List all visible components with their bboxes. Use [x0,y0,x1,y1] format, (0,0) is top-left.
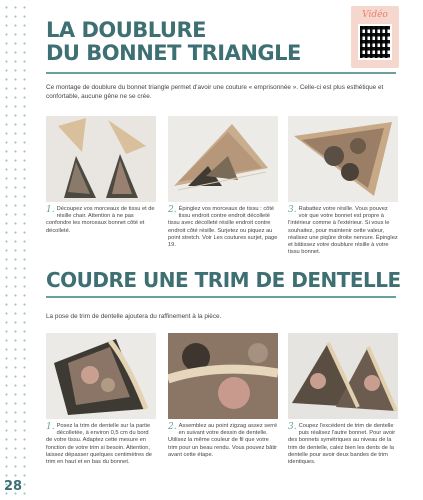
intro-text-lace-trim: La pose de trim de dentelle ajoutera du raffinement à la pièce. [46,313,222,320]
photo-step-1-cut-pieces [46,116,156,202]
photo-step-3-finished-cups [288,333,398,419]
photo-step-1-lace-placement [46,333,156,419]
step-1-lining: 1. Découpez vos morceaux de tissu et de résille chair. Attention à ne pas confondre les morceaux bonnet côté et décolleté. [46,205,155,234]
title-underline [46,296,396,298]
title-underline [46,72,396,74]
photo-step-2-pinning [168,116,278,202]
title-line-1: LA DOUBLURE [46,18,206,42]
page-number: 28 [4,479,23,494]
step-2-lining: 2. Épinglez vos morceaux de tissu : côté tissu endroit contre endroit décolleté tissu avec décolleté résille endroit contre endroit côté résille. Surjetez ou piquez au point stretch. Voir Les coutures surjet, page 19. [168,205,278,249]
decorative-margin-pattern [0,0,28,500]
section-title-lining [46,20,301,66]
video-qr-badge[interactable] [351,6,399,68]
title-line-2: DU BONNET TRIANGLE [46,41,301,65]
photo-step-2-zigzag-sewing [168,333,278,419]
step-2-lace: 2. Assemblez au point zigzag assez serré en suivant votre dessin de dentelle. Utilisez la même couleur de fil que votre trim pour un beau rendu. Vous pouvez bâtir avant cette étape. [168,422,278,458]
video-label: Vidéo [362,10,388,20]
step-3-lining: 3. Rabattez votre résille. Vous pouvez voir que votre bonnet est propre à l'intérieur comme à l'extérieur. Si vous le souhaitez, pour maintenir cette valeur, réalisez une piqûre droite nervure. Épinglez et bâtissez votre doublure résille à votre tissu bonnet. [288,205,398,256]
intro-text-lining: Ce montage de doublure du bonnet triangle permet d'avoir une couture « emprisonnée ». Celle-ci est plus esthétique et confortable, aucune gêne ne se crée. [46,84,384,100]
step-1-lace: 1. Posez la trim de dentelle sur la partie décolletée, à environ 0,5 cm du bord de votre tissu. Adaptez cette mesure en fonction de votre trim si besoin. Attention, laissez dépasser quelques centimètres de trim en haut et en bas du bonnet. [46,422,152,466]
step-3-lace: 3. Coupez l'excédent de trim de dentelle puis réalisez l'autre bonnet. Pour avoir des bonnets symétriques au niveau de la trim de dentelle, calez bien les dents de la dentelle pour avoir deux bandes de trim identiques. [288,422,396,466]
qr-code-icon[interactable] [358,24,392,60]
section-title-lace-trim: COUDRE UNE TRIM DE DENTELLE [46,268,401,292]
photo-step-3-folded-mesh [288,116,398,202]
